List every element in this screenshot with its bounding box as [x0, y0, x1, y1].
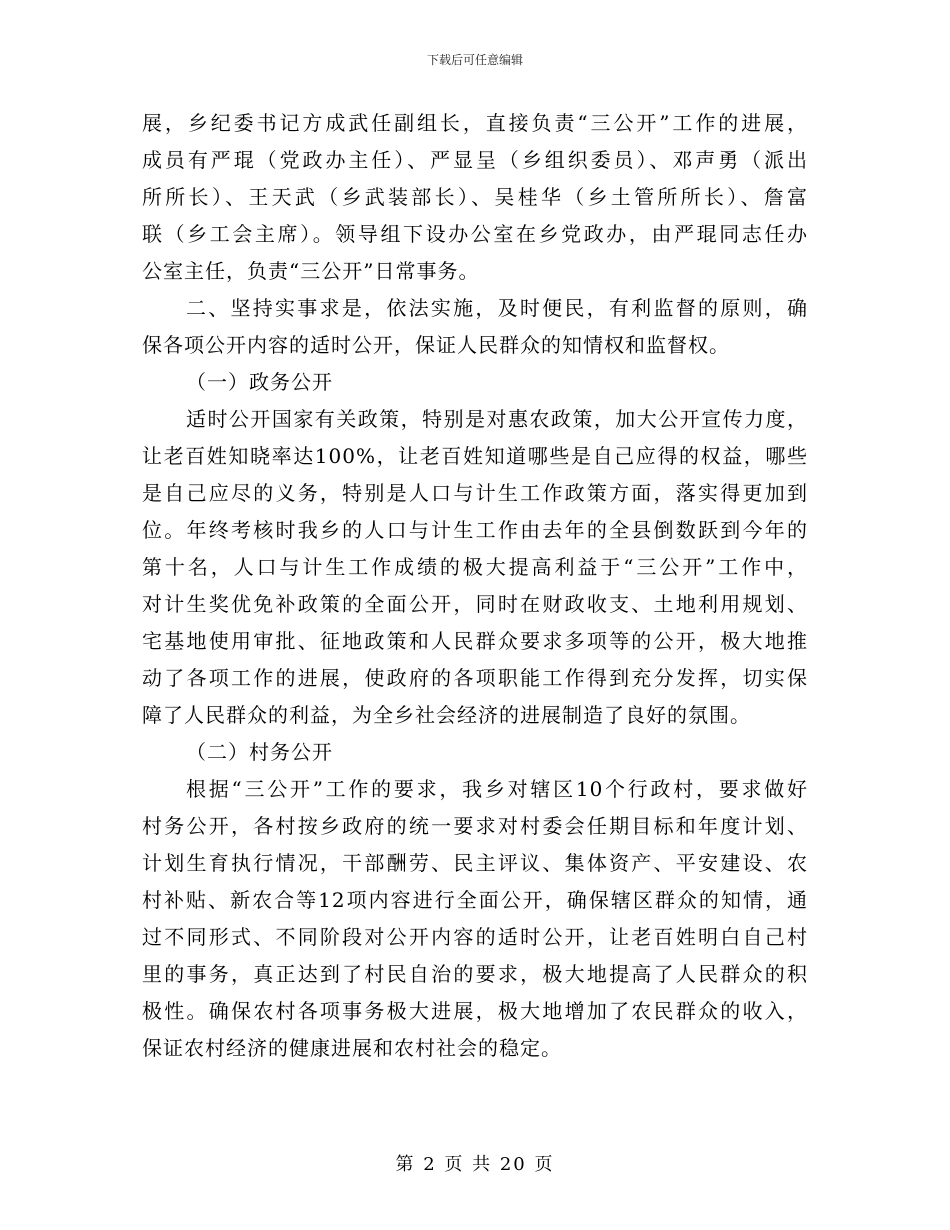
- text-line: 根据“三公开”工作的要求，我乡对辖区10个行政村，要求做好: [186, 777, 808, 801]
- text-line: 适时公开国家有关政策，特别是对惠农政策，加大公开宣传力度，: [186, 407, 808, 431]
- text-line: 位。年终考核时我乡的人口与计生工作由去年的全县倒数跃到今年的: [142, 518, 808, 542]
- text-line: 是自己应尽的义务，特别是人口与计生工作政策方面，落实得更加到: [142, 481, 808, 505]
- text-line: 计划生育执行情况，干部酬劳、民主评议、集体资产、平安建设、农: [142, 851, 808, 875]
- page-header: 下载后可任意编辑: [426, 53, 523, 67]
- text-line: 极性。确保农村各项事务极大进展，极大地增加了农民群众的收入，: [142, 999, 808, 1023]
- text-line: 宅基地使用审批、征地政策和人民群众要求多项等的公开，极大地推: [142, 629, 808, 653]
- text-line: 第十名，人口与计生工作成绩的极大提高利益于“三公开”工作中，: [142, 555, 808, 579]
- section-heading-line: 二、坚持实事求是，依法实施，及时便民，有利监督的原则，确: [186, 296, 808, 320]
- text-line: 展，乡纪委书记方成武任副组长，直接负责“三公开”工作的进展，: [142, 111, 808, 135]
- subsection-heading: （二）村务公开: [186, 740, 333, 764]
- text-line: 村务公开，各村按乡政府的统一要求对村委会任期目标和年度计划、: [142, 814, 808, 838]
- subsection-heading: （一）政务公开: [186, 370, 333, 394]
- text-line: 动了各项工作的进展，使政府的各项职能工作得到充分发挥，切实保: [142, 666, 808, 690]
- text-line: 村补贴、新农合等12项内容进行全面公开，确保辖区群众的知情，通: [142, 888, 808, 912]
- text-line: 联（乡工会主席）。领导组下设办公室在乡党政办，由严琨同志任办: [142, 222, 808, 246]
- text-line: 保证农村经济的健康进展和农村社会的稳定。: [142, 1036, 562, 1060]
- text-line: 成员有严琨（党政办主任）、严显呈（乡组织委员）、邓声勇（派出: [142, 148, 808, 172]
- text-line: 公室主任，负责“三公开”日常事务。: [142, 259, 480, 283]
- page-number: 第 2 页 共 20 页: [395, 1154, 555, 1175]
- text-line: 对计生奖优免补政策的全面公开，同时在财政收支、土地利用规划、: [142, 592, 808, 616]
- document-body: [142, 105, 808, 1067]
- text-line: 障了人民群众的利益，为全乡社会经济的进展制造了良好的氛围。: [142, 703, 751, 727]
- text-line: 所所长）、王天武（乡武装部长）、吴桂华（乡土管所所长）、詹富: [142, 185, 808, 209]
- text-line: 过不同形式、不同阶段对公开内容的适时公开，让老百姓明白自己村: [142, 925, 808, 949]
- text-line: 里的事务，真正达到了村民自治的要求，极大地提高了人民群众的积: [142, 962, 808, 986]
- text-line: 保各项公开内容的适时公开，保证人民群众的知情权和监督权。: [142, 333, 730, 357]
- text-line: 让老百姓知晓率达100%，让老百姓知道哪些是自己应得的权益，哪些: [142, 444, 808, 468]
